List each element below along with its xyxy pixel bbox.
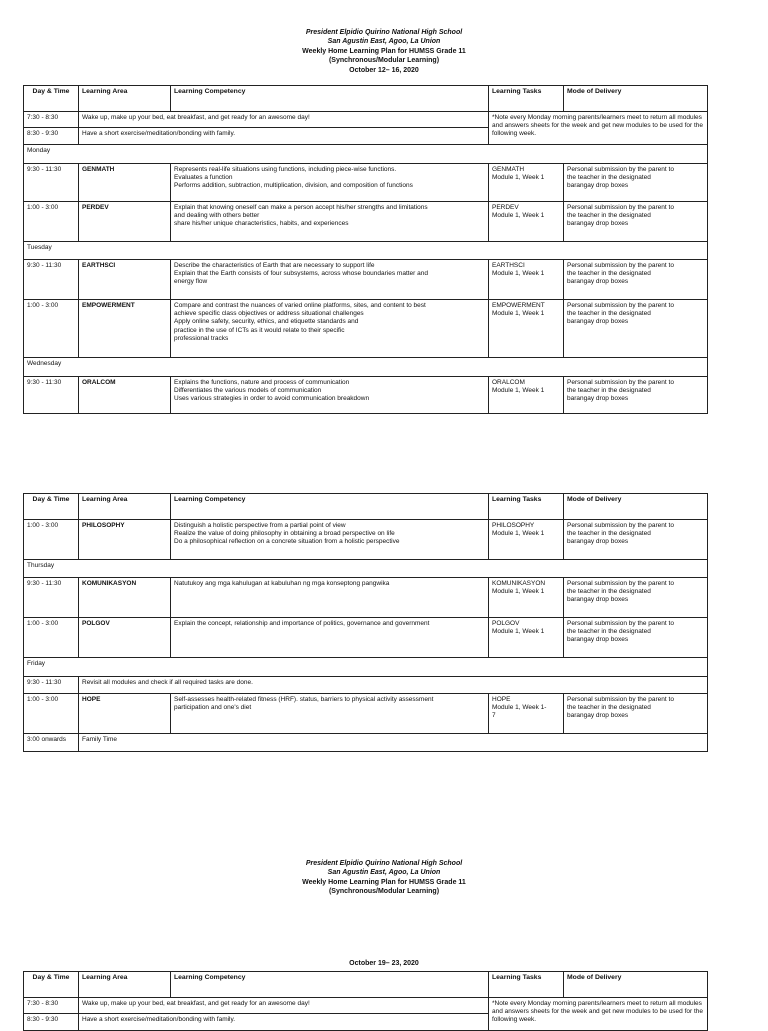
competency-line: Represents real-life situations using functions, including piece-wise functions. [174,166,397,173]
col-learning-area: Learning Area [79,972,171,998]
competency-line: Describe the characteristics of Earth that are necessary to support life [174,262,375,269]
task-cell [489,377,564,414]
table-row [24,202,708,242]
learning-area-cell: POLGOV [79,618,171,658]
col-day-time: Day & Time [24,972,79,998]
plan-title: Weekly Home Learning Plan for HUMSS Grade 11 [302,47,466,55]
table-row [24,694,708,734]
col-learning-area: Learning Area [79,494,171,520]
competency-line: participation and one's diet [174,704,252,712]
competency-line: achieve specific class objectives or address situational challenges [174,310,364,318]
task-name: EARTHSCI [492,262,525,269]
competency-line: energy flow [174,278,208,286]
task-module: Module 1, Week 1- [492,704,547,712]
competency-cell [171,578,489,618]
schedule-table-2 [23,493,708,752]
delivery-line: the teacher in the designated [567,588,651,596]
table-row [24,578,708,618]
school-address: San Agustin East, Agoo, La Union [327,38,441,46]
learning-area-cell: ORALCOM [79,377,171,414]
day-row [24,358,708,377]
competency-line: Self-assesses health-related fitness (HRF). status, barriers to physical activity assessment [174,696,434,703]
learning-area-cell: PERDEV [79,202,171,242]
day-row [24,145,708,164]
day-label: Monday [24,145,708,164]
col-delivery: Mode of Delivery [564,86,708,112]
time-cell: 1:00 - 3:00 [24,202,79,242]
delivery-line: Personal submission by the parent to [567,580,674,587]
school-address: San Agustin East, Agoo, La Union [327,869,441,877]
task-module: Module 1, Week 1 [492,212,545,220]
activity-cell: Have a short exercise/meditation/bonding with family. [79,128,489,145]
time-cell: 9:30 - 11:30 [24,578,79,618]
time-cell: 8:30 - 9:30 [24,128,79,145]
competency-line: Evaluates a function [174,174,233,182]
col-competency: Learning Competency [171,494,489,520]
delivery-line: barangay drop boxes [567,395,629,403]
task-cell [489,300,564,358]
learning-area-cell: EARTHSCI [79,260,171,300]
competency-line: Explain that knowing oneself can make a person accept his/her strengths and limitations [174,204,428,211]
delivery-cell [564,578,708,618]
activity-cell: Wake up, make up your bed, eat breakfast, and get ready for an awesome day! [79,112,489,128]
task-cell [489,578,564,618]
delivery-line: Personal submission by the parent to [567,166,674,173]
delivery-line: Personal submission by the parent to [567,204,674,211]
col-learning-area: Learning Area [79,86,171,112]
competency-line: Uses various strategies in order to avoid communication breakdown [174,395,370,403]
col-day-time: Day & Time [24,494,79,520]
activity-cell: Revisit all modules and check if all required tasks are done. [79,677,708,694]
delivery-line: barangay drop boxes [567,220,629,228]
task-cell [489,164,564,202]
col-tasks: Learning Tasks [489,86,564,112]
table-row [24,677,708,694]
delivery-line: the teacher in the designated [567,704,651,712]
task-module: Module 1, Week 1 [492,174,545,182]
plan-mode: (Synchronous/Modular Learning) [328,888,440,896]
note-cell: *Note every Monday morning parents/learners meet to return all modules and answers sheets for the week and get new modules to be used for the following week. [489,112,708,145]
col-tasks: Learning Tasks [489,494,564,520]
competency-cell [171,202,489,242]
competency-cell [171,377,489,414]
delivery-line: the teacher in the designated [567,270,651,278]
delivery-line: Personal submission by the parent to [567,696,674,703]
time-cell: 9:30 - 11:30 [24,677,79,694]
competency-line: Apply online safety, security, ethics, and etiquette standards and [174,318,359,326]
plan-mode: (Synchronous/Modular Learning) [328,57,440,65]
task-cell [489,260,564,300]
delivery-line: barangay drop boxes [567,636,629,644]
time-cell: 1:00 - 3:00 [24,520,79,560]
delivery-cell [564,520,708,560]
competency-line: Realize the value of doing philosophy in obtaining a broad perspective on life [174,530,395,538]
time-cell: 9:30 - 11:30 [24,164,79,202]
plan-dates: October 12– 16, 2020 [349,66,419,74]
task-module: 7 [492,712,496,720]
competency-cell [171,520,489,560]
plan-header-2 [0,859,768,897]
table-header-row [24,494,708,520]
delivery-cell [564,202,708,242]
competency-line: Do a philosophical reflection on a concrete situation from a holistic perspective [174,538,400,546]
delivery-cell [564,694,708,734]
task-name: GENMATH [492,166,525,173]
delivery-line: the teacher in the designated [567,174,651,182]
schedule-table-3 [23,971,708,1031]
task-module: Module 1, Week 1 [492,387,545,395]
competency-line: Performs addition, subtraction, multiplication, division, and composition of functions [174,182,413,190]
table-row [24,618,708,658]
task-name: ORALCOM [492,379,525,386]
task-module: Module 1, Week 1 [492,310,545,318]
competency-line: Natutukoy ang mga kahulugan at kabuluhan ng mga konseptong pangwika [174,580,390,587]
school-name: President Elpidio Quirino National High School [305,860,463,867]
competency-line: Compare and contrast the nuances of varied online platforms, sites, and content to best [174,302,426,309]
table-header-row [24,972,708,998]
competency-cell [171,618,489,658]
task-cell [489,618,564,658]
delivery-line: barangay drop boxes [567,596,629,604]
task-name: PHILOSOPHY [492,522,535,529]
competency-line: practice in the use of ICTs as it would relate to their specific [174,326,345,334]
time-cell: 1:00 - 3:00 [24,694,79,734]
competency-line: Explain the concept, relationship and importance of politics, governance and government [174,620,430,627]
col-day-time: Day & Time [24,86,79,112]
day-label: Wednesday [24,358,708,377]
delivery-cell [564,260,708,300]
delivery-line: the teacher in the designated [567,628,651,636]
task-cell [489,520,564,560]
task-cell [489,694,564,734]
delivery-line: Personal submission by the parent to [567,379,674,386]
time-cell: 9:30 - 11:30 [24,377,79,414]
delivery-line: barangay drop boxes [567,538,629,546]
competency-line: Differentiates the various models of communication [174,387,322,395]
plan-header [0,28,768,75]
day-row [24,658,708,677]
delivery-line: barangay drop boxes [567,318,629,326]
delivery-cell [564,618,708,658]
time-cell: 7:30 - 8:30 [24,112,79,128]
table-row [24,377,708,414]
schedule-table-1 [23,85,708,414]
competency-cell [171,260,489,300]
day-row [24,560,708,578]
col-competency: Learning Competency [171,86,489,112]
table-header-row [24,86,708,112]
task-module: Module 1, Week 1 [492,588,545,596]
col-delivery: Mode of Delivery [564,972,708,998]
time-cell: 3:00 onwards [24,734,79,752]
table-row [24,998,708,1014]
time-cell: 1:00 - 3:00 [24,300,79,358]
task-name: PERDEV [492,204,519,211]
competency-line: Explains the functions, nature and process of communication [174,379,350,386]
activity-cell: Wake up, make up your bed, eat breakfast, and get ready for an awesome day! [79,998,489,1014]
task-name: HOPE [492,696,511,703]
competency-line: Distinguish a holistic perspective from a partial point of view [174,522,346,529]
competency-line: share his/her unique characteristics, habits, and experiences [174,220,349,228]
col-competency: Learning Competency [171,972,489,998]
plan-dates-2: October 19– 23, 2020 [349,960,419,967]
col-delivery: Mode of Delivery [564,494,708,520]
learning-area-cell: EMPOWERMENT [79,300,171,358]
learning-area-cell: HOPE [79,694,171,734]
delivery-line: Personal submission by the parent to [567,302,674,309]
time-cell: 8:30 - 9:30 [24,1014,79,1031]
learning-area-cell: GENMATH [79,164,171,202]
school-name: President Elpidio Quirino National High School [305,29,463,36]
time-cell: 7:30 - 8:30 [24,998,79,1014]
task-cell [489,202,564,242]
delivery-cell [564,377,708,414]
delivery-line: Personal submission by the parent to [567,620,674,627]
delivery-line: the teacher in the designated [567,310,651,318]
activity-cell: Family Time [79,734,708,752]
plan-title: Weekly Home Learning Plan for HUMSS Grade 11 [302,878,466,886]
table-row [24,260,708,300]
table-row [24,164,708,202]
table-row [24,300,708,358]
day-label: Thursday [24,560,708,578]
task-module: Module 1, Week 1 [492,270,545,278]
time-cell: 1:00 - 3:00 [24,618,79,658]
table-row [24,734,708,752]
delivery-line: barangay drop boxes [567,712,629,720]
task-module: Module 1, Week 1 [492,628,545,636]
delivery-line: Personal submission by the parent to [567,262,674,269]
competency-cell [171,300,489,358]
day-label: Tuesday [24,242,708,260]
note-cell: *Note every Monday morning parents/learners meet to return all modules and answers sheets for the week and get new modules to be used for the following week. [489,998,708,1031]
delivery-line: Personal submission by the parent to [567,522,674,529]
delivery-cell [564,300,708,358]
day-row [24,242,708,260]
competency-line: and dealing with others better [174,212,260,220]
competency-line: Explain that the Earth consists of four subsystems, across whose boundaries matter and [174,270,428,278]
competency-cell [171,164,489,202]
table-row [24,112,708,128]
task-module: Module 1, Week 1 [492,530,545,538]
competency-cell [171,694,489,734]
delivery-line: barangay drop boxes [567,278,629,286]
task-name: EMPOWERMENT [492,302,545,309]
learning-area-cell: PHILOSOPHY [79,520,171,560]
delivery-cell [564,164,708,202]
delivery-line: the teacher in the designated [567,387,651,395]
table-row [24,520,708,560]
delivery-line: barangay drop boxes [567,182,629,190]
task-name: KOMUNIKASYON [492,580,546,587]
learning-area-cell: KOMUNIKASYON [79,578,171,618]
delivery-line: the teacher in the designated [567,530,651,538]
time-cell: 9:30 - 11:30 [24,260,79,300]
competency-line: professional tracks [174,334,229,342]
task-name: POLGOV [492,620,520,627]
activity-cell: Have a short exercise/meditation/bonding with family. [79,1014,489,1031]
col-tasks: Learning Tasks [489,972,564,998]
day-label: Friday [24,658,708,677]
delivery-line: the teacher in the designated [567,212,651,220]
